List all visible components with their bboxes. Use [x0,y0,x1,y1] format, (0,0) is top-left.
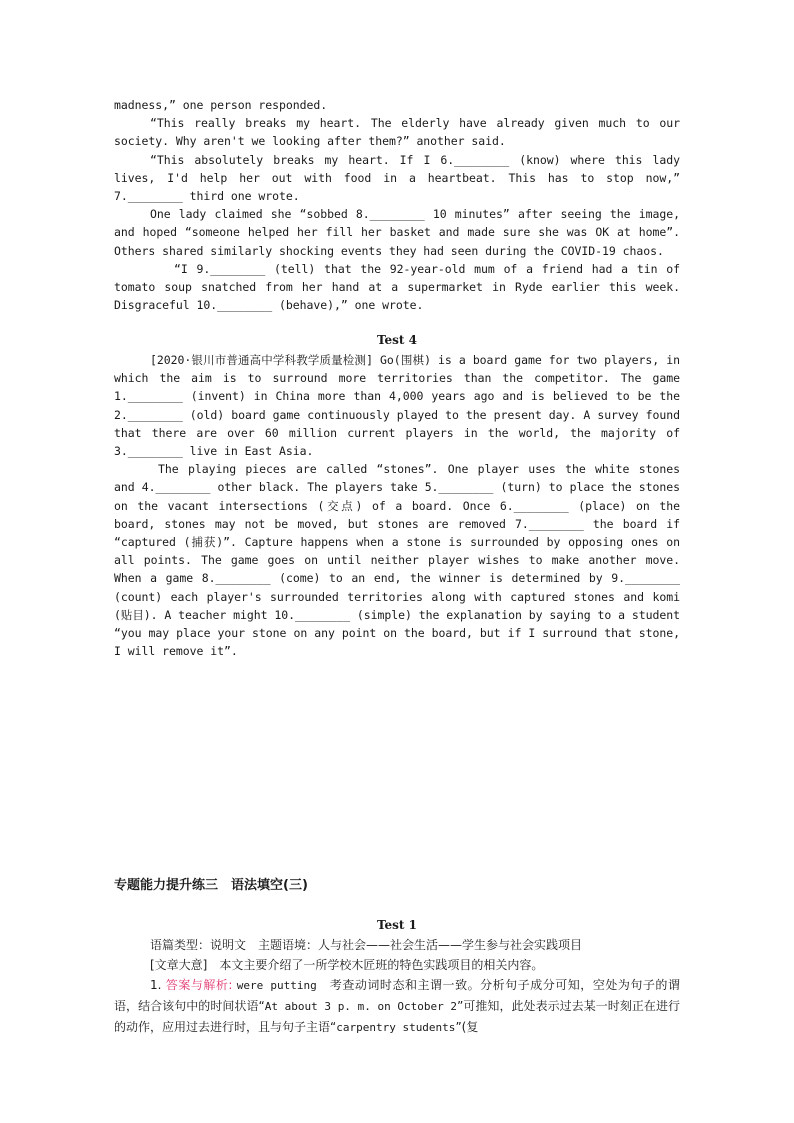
answer-text-a: 考查动词时态和主谓一致。分析句子成分可知，空处为句子的谓语，结合该句中的时间状语“ [114,978,680,1013]
section-title: 专题能力提升练三 语法填空(三) [114,878,308,893]
answer-quote-1: At about 3 p. m. on October 2 [264,1000,458,1013]
genre-line: 语篇类型：说明文 主题语境：人与社会——社会生活——学生参与社会实践项目 [150,938,583,952]
paragraph-5: “I 9.________ (tell) that the 92-year-old mum of a friend had a tin of tomato soup snatched from her hand at a supermarket in Ryde earlier this week. Disgraceful 10.________ (behave),” one wrote. [114,261,680,313]
answer-explanation [114,975,680,1038]
answer-quote-2: carpentry students [336,1021,456,1034]
paragraph-2: “This really breaks my heart. The elderly have already given much to our society. Why aren't we looking after them?” another said. [114,116,680,149]
answer-label: 答案与解析: [165,978,233,992]
paragraph-3: “This absolutely breaks my heart. If I 6.________ (know) where this lady lives, I'd help her out with food in a heartbeat. This has to stop now,” 7.________ third one wrote. [114,152,680,204]
test-4-passage [114,351,680,660]
test-4-paragraph-2: The playing pieces are called “stones”. One player uses the white stones and 4.________ other black. The players take 5.________ (turn) to place the stones on the vacant intersections (交点) of a board. Once 6.________ (place) on the board, stones may not be moved, but stones are removed 7.________ the board if “captured (捕获)”. Capture happens when a stone is surrounded by opposing ones on all points. The game goes on until neither player wishes to make another move. When a game 8.________ (come) to an end, the winner is determined by 9.________ (count) each player's surrounded territories along with captured stones and komi (贴目). A teacher might 10.________ (simple) the explanation by saying to a student “you may place your stone on any point on the board, but if I surround that stone, I will remove it”. [114,462,680,659]
answer-section [114,935,680,1038]
answer-value: were putting [236,979,317,992]
answer-text-c: ”(复 [455,1020,479,1034]
paragraph-4: One lady claimed she “sobbed 8.________ 10 minutes” after seeing the image, and hoped “someone helped her fill her basket and made sure she was OK at home”. Others shared similarly shocking events they had seen during the COVID-19 chaos. [114,207,680,258]
test-4-paragraph-1: [2020·银川市普通高中学科教学质量检测] Go(围棋) is a board game for two players, in which the aim is to surround more territories than the competitor. The game 1.________ (invent) in China more than 4,000 years ago and is believed to be the 2.________ (old) board game continuously played to the present day. A survey found that there are over 60 million current players in the world, the majority of 3.________ live in East Asia. [114,353,680,459]
answer-text-b: ”可推知，此处表示过去某一时刻正在进行的动作，应用过去进行时，且与句子主语“ [114,999,681,1034]
answer-number: 1. [150,978,162,992]
paragraph-1: madness,” one person responded. [114,98,328,112]
test-4-heading: Test 4 [376,333,417,347]
passage-continuation [114,96,680,314]
summary-line: [文章大意] 本文主要介绍了一所学校木匠班的特色实践项目的相关内容。 [150,958,544,972]
section-test-1-heading: Test 1 [376,918,417,932]
